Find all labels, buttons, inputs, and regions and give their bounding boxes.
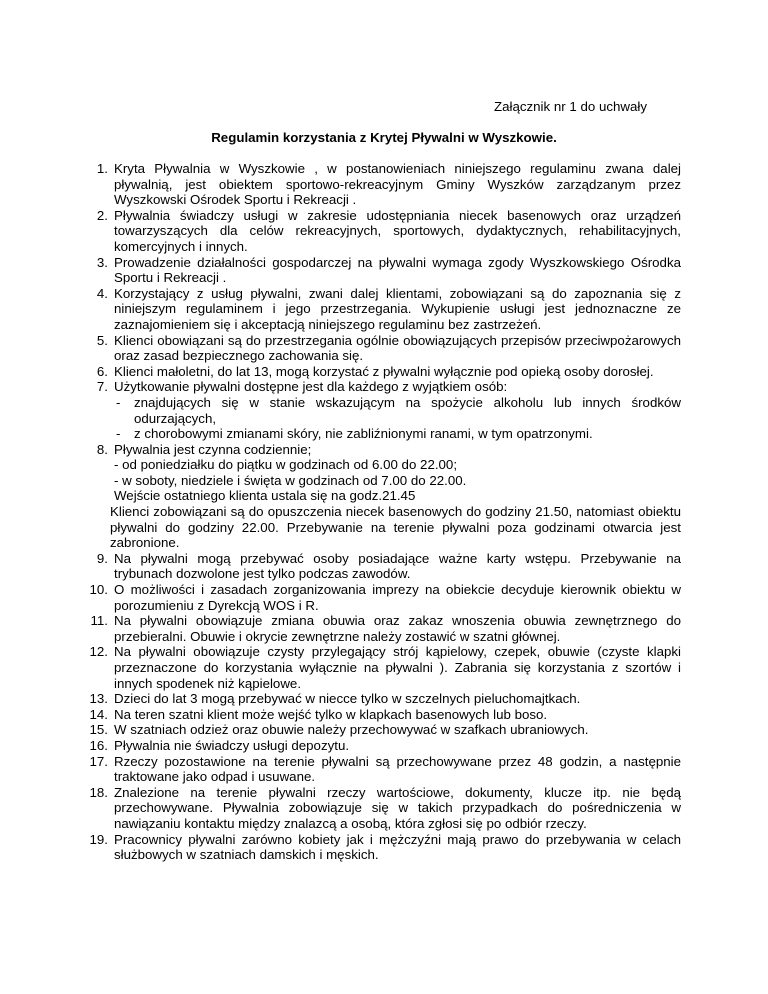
rule-text: Na pływalni obowiązuje zmiana obuwia oraz zakaz wnoszenia obuwia zewnętrznego do przebieralni. Obuwie i okrycie zewnętrzne należy zostawić w szatni głównej.	[114, 613, 681, 644]
rule-item: 11. Na pływalni obowiązuje zmiana obuwia oraz zakaz wnoszenia obuwia zewnętrznego do przebieralni. Obuwie i okrycie zewnętrzne należy zostawić w szatni głównej.	[90, 613, 681, 644]
rule-text: O możliwości i zasadach zorganizowania imprezy na obiekcie decyduje kierownik obiektu w porozumieniu z Dyrekcją WOS i R.	[114, 582, 681, 613]
annex-note: Załącznik nr 1 do uchwały	[494, 99, 647, 114]
rule-item: 13. Dzieci do lat 3 mogą przebywać w niecce tylko w szczelnych pieluchomajtkach.	[89, 691, 581, 707]
rule-item: 14. Na teren szatni klient może wejść tylko w klapkach basenowych lub boso.	[89, 706, 548, 722]
rule-text: Użytkowanie pływalni dostępne jest dla każdego z wyjątkiem osób:	[114, 379, 508, 395]
rule-item: 4. Korzystający z usług pływalni, zwani dalej klientami, zobowiązani są do zapoznania się z niniejszym regulaminem i jego przestrzegania. Wykupienie usługi jest jednoznaczne ze zaznajomieniem się i akceptacją niniejszego regulaminu bez zastrzeżeń.	[96, 285, 681, 332]
rule-item: 15. W szatniach odzież oraz obuwie należy przechowywać w szafkach ubraniowych.	[89, 722, 589, 738]
rule-item: 6. Klienci małoletni, do lat 13, mogą korzystać z pływalni wyłącznie pod opieką osoby dorosłej.	[96, 363, 654, 379]
exclusion-item: - z chorobowymi zmianami skóry, nie zabliźnionymi ranami, w tym opatrzonymi.	[116, 426, 593, 442]
rule-item: 1. Kryta Pływalnia w Wyszkowie , w postanowieniach niniejszego regulaminu zwana dalej pływalnią, jest obiektem sportowo-rekreacyjnym Gminy Wyszków zarządzanym przez Wyszkowski Ośrodek Sportu i Rekreacji .	[96, 161, 681, 208]
rule-item: 10. O możliwości i zasadach zorganizowania imprezy na obiekcie decyduje kierownik obiektu w porozumieniu z Dyrekcją WOS i R.	[89, 582, 681, 613]
rule-text: Pływalnia nie świadczy usługi depozytu.	[114, 737, 350, 753]
last-entry-time: Wejście ostatniego klienta ustala się na godz.21.45	[114, 488, 416, 504]
exclusion-item: - znajdujących się w stanie wskazującym na spożycie alkoholu lub innych środków odurzających,	[116, 394, 681, 426]
rule-text: Korzystający z usług pływalni, zwani dalej klientami, zobowiązani są do zapoznania się z niniejszym regulaminem i jego przestrzegania. Wykupienie usługi jest jednoznaczne ze zaznajomieniem się i akceptacją niniejszego regulaminu bez zastrzeżeń.	[114, 285, 681, 332]
rule-text: Klienci obowiązani są do przestrzegania ogólnie obowiązujących przepisów przeciwpożarowych oraz zasad bezpiecznego zachowania się.	[114, 332, 681, 364]
rule-text: Znalezione na terenie pływalni rzeczy wartościowe, dokumenty, klucze itp. nie będą przechowywane. Pływalnia zobowiązuje się w takich przypadkach do pośredniczenia w nawiązaniu kontaktu między znalazcą a osobą, która zgłosi się po odbiór rzeczy.	[114, 784, 681, 831]
document-title: Regulamin korzystania z Krytej Pływalni w Wyszkowie.	[211, 130, 557, 145]
rule-item: 9. Na pływalni mogą przebywać osoby posiadające ważne karty wstępu. Przebywanie na trybunach dozwolone jest tylko podczas zawodów.	[96, 550, 681, 582]
closing-rules: Klienci zobowiązani są do opuszczenia niecek basenowych do godziny 21.50, natomiast obiektu pływalni do godziny 22.00. Przebywanie na terenie pływalni poza godzinami otwarcia jest zabronione.	[110, 504, 681, 551]
rule-item: 17. Rzeczy pozostawione na terenie pływalni są przechowywane przez 48 godzin, a następnie traktowane jako odpad i usuwane.	[89, 753, 681, 785]
rule-text: Kryta Pływalnia w Wyszkowie , w postanowieniach niniejszego regulaminu zwana dalej pływalnią, jest obiektem sportowo-rekreacyjnym Gminy Wyszków zarządzanym przez Wyszkowski Ośrodek Sportu i Rekreacji .	[114, 161, 681, 208]
rule-text: Dzieci do lat 3 mogą przebywać w niecce tylko w szczelnych pieluchomajtkach.	[114, 691, 581, 707]
rule-text: Na pływalni mogą przebywać osoby posiadające ważne karty wstępu. Przebywanie na trybunach dozwolone jest tylko podczas zawodów.	[114, 550, 681, 582]
rule-text: Pływalnia jest czynna codziennie;	[114, 441, 312, 457]
rule-item: 19. Pracownicy pływalni zarówno kobiety jak i mężczyźni mają prawo do przebywania w celach służbowych w szatniach damskich i męskich.	[89, 831, 681, 863]
rule-item: 8. Pływalnia jest czynna codziennie; - od poniedziałku do piątku w godzinach od 6.00 do 22.00; - w soboty, niedziele i święta w godzinach od 7.00 do 22.00. Wejście ostatniego klienta ustala się na godz.21.45 Klienci zobowiązani są do opuszczenia niecek basenowych do godziny 21.50, natomiast obiektu pływalni do godziny 22.00. Przebywanie na terenie pływalni poza godzinami otwarcia jest zabronione.	[96, 441, 681, 551]
rule-text: W szatniach odzież oraz obuwie należy przechowywać w szafkach ubraniowych.	[114, 722, 589, 738]
rule-item: 7. Użytkowanie pływalni dostępne jest dla każdego z wyjątkiem osób: - znajdujących się w stanie wskazującym na spożycie alkoholu lub innych środków odurzających, - z chorobowymi zmianami skóry, nie zabliźnionymi ranami, w tym opatrzonymi.	[96, 379, 681, 442]
rules-list	[78, 161, 681, 863]
opening-hours-weekdays: - od poniedziałku do piątku w godzinach od 6.00 do 22.00;	[114, 457, 458, 473]
rule-text: Na teren szatni klient może wejść tylko w klapkach basenowych lub boso.	[114, 706, 548, 722]
rule-item: 5. Klienci obowiązani są do przestrzegania ogólnie obowiązujących przepisów przeciwpożarowych oraz zasad bezpiecznego zachowania się.	[96, 332, 681, 364]
rule-text: Pływalnia świadczy usługi w zakresie udostępniania niecek basenowych oraz urządzeń towarzyszących dla celów rekreacyjnych, sportowych, dydaktycznych, rehabilitacyjnych, komercyjnych i innych.	[114, 207, 681, 254]
rule-text: Klienci małoletni, do lat 13, mogą korzystać z pływalni wyłącznie pod opieką osoby dorosłej.	[114, 363, 654, 379]
rule-item: 18. Znalezione na terenie pływalni rzeczy wartościowe, dokumenty, klucze itp. nie będą przechowywane. Pływalnia zobowiązuje się w takich przypadkach do pośredniczenia w nawiązaniu kontaktu między znalazcą a osobą, która zgłosi się po odbiór rzeczy.	[89, 784, 681, 831]
rule-text: Na pływalni obowiązuje czysty przylegający strój kąpielowy, czepek, obuwie (czyste klapki przeznaczone do korzystania wyłącznie na pływalni ). Zabrania się korzystania z szortów i innych spodenek niż kąpielowe.	[114, 644, 681, 691]
rule-text: Rzeczy pozostawione na terenie pływalni są przechowywane przez 48 godzin, a następnie traktowane jako odpad i usuwane.	[114, 753, 681, 785]
rule-text: Pracownicy pływalni zarówno kobiety jak i mężczyźni mają prawo do przebywania w celach służbowych w szatniach damskich i męskich.	[114, 831, 681, 863]
rule-item: 2. Pływalnia świadczy usługi w zakresie udostępniania niecek basenowych oraz urządzeń towarzyszących dla celów rekreacyjnych, sportowych, dydaktycznych, rehabilitacyjnych, komercyjnych i innych.	[96, 207, 681, 254]
rule-item: 16. Pływalnia nie świadczy usługi depozytu.	[89, 737, 350, 753]
rule-item: 3. Prowadzenie działalności gospodarczej na pływalni wymaga zgody Wyszkowskiego Ośrodka Sportu i Rekreacji .	[96, 254, 681, 286]
rule-item: 12. Na pływalni obowiązuje czysty przylegający strój kąpielowy, czepek, obuwie (czyste klapki przeznaczone do korzystania wyłącznie na pływalni ). Zabrania się korzystania z szortów i innych spodenek niż kąpielowe.	[89, 644, 681, 691]
rule-text: Prowadzenie działalności gospodarczej na pływalni wymaga zgody Wyszkowskiego Ośrodka Sportu i Rekreacji .	[114, 254, 681, 286]
opening-hours-weekends: - w soboty, niedziele i święta w godzinach od 7.00 do 22.00.	[114, 472, 467, 488]
